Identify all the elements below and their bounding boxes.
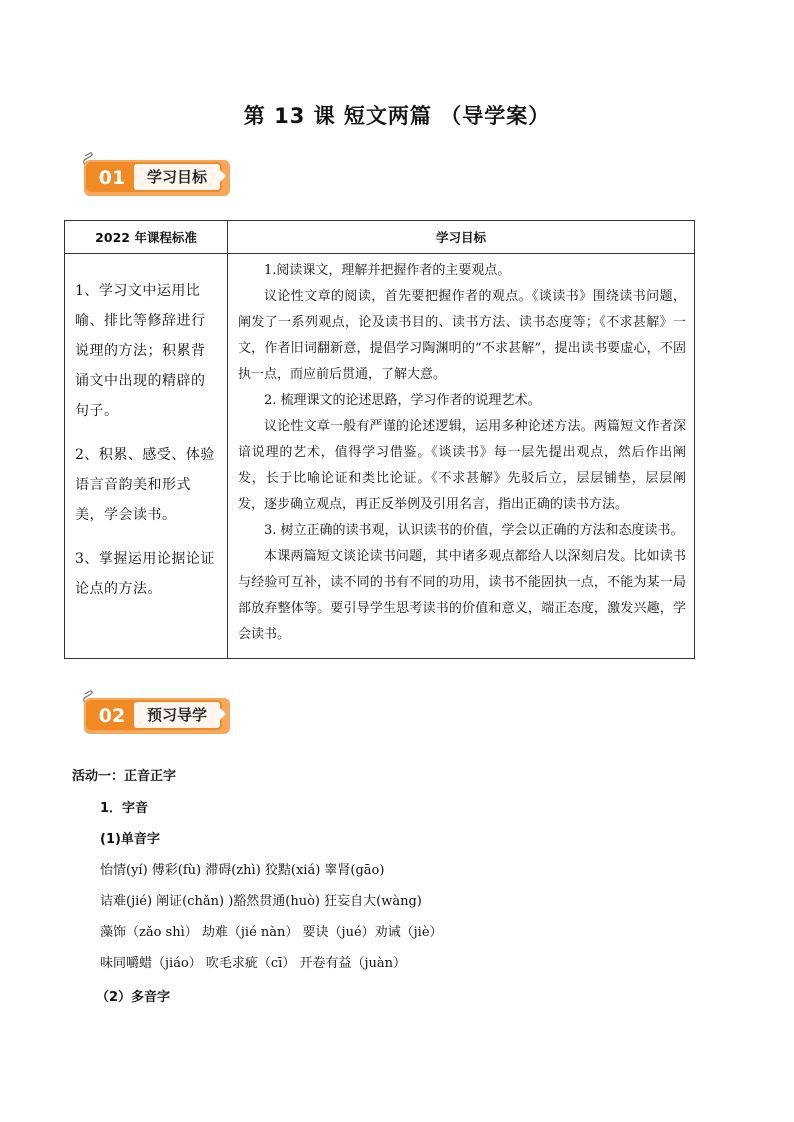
section-number: 02 (98, 705, 126, 727)
standard-item: 2、积累、感受、体验语言音韵美和形式美，学会读书。 (75, 447, 215, 523)
goal-paragraph: 议论性文章一般有严谨的论述逻辑，运用多种论述方法。两篇短文作者深谙说理的艺术，值得学习借鉴。《谈读书》每一层先提出观点，然后作出阐发，长于比喻论证和类比论证。《不求甚解》先驳后立，层层铺垫，层层阐发，逐步确立观点，再正反举例及引用名言，指出正确的读书方法。 (238, 419, 686, 512)
word-row: 味同嚼蜡（jiáo） 吹毛求疵（cī） 开卷有益（juàn） (100, 956, 406, 971)
subheading-single: (1)单音字 (100, 832, 160, 847)
word-row: 诘难(jié) 阐证(chǎn) )豁然贯通(huò) 狂妄自大(wàng) (100, 894, 422, 909)
subheading-pronunciation: 1．字音 (100, 801, 149, 816)
section-label: 学习目标 (134, 164, 220, 190)
section-number: 01 (98, 167, 126, 189)
goal-paragraph: 议论性文章的阅读，首先要把握作者的观点。《谈读书》围绕读书问题，阐发了一系列观点，论及读书目的、读书方法、读书态度等；《不求甚解》一文，作者旧词翻新意，提倡学习陶渊明的“不求甚解”，提出读书要虚心，不固执一点，而应前后贯通，了解大意。 (238, 289, 686, 382)
standard-item: 1、学习文中运用比喻、排比等修辞进行说理的方法；积累背诵文中出现的精辟的句子。 (75, 283, 206, 419)
page-title: 第 13 课 短文两篇 （导学案） (243, 104, 551, 128)
section-label: 预习导学 (134, 702, 220, 728)
table-header: 2022 年课程标准 (65, 221, 228, 254)
goal-paragraph: 本课两篇短文谈论读书问题，其中诸多观点都给人以深刻启发。比如读书与经验可互补，读不同的书有不同的功用，读书不能固执一点，不能为某一局部放弃整体等。要引导学生思考读书的价值和意义，端正态度，激发兴趣，学会读书。 (238, 549, 686, 642)
word-row: 怡情(yí) 傅彩(fù) 滞碍(zhì) 狡黠(xiá) 睾肾(gāo) (100, 863, 385, 878)
goals-cell (228, 254, 695, 659)
goals-table (64, 220, 695, 659)
subheading-polyphonic: （2）多音字 (96, 990, 171, 1005)
goal-paragraph: 3. 树立正确的读书观，认识读书的价值，学会以正确的方法和态度读书。 (264, 523, 684, 538)
arrow-icon (220, 708, 226, 720)
section-badge-goals (80, 150, 232, 198)
word-row: 藻饰（zǎo shì） 劫难（jié nàn） 要诀（jué）劝诫（jiè） (100, 925, 443, 940)
goal-paragraph: 2. 梳理课文的论述思路，学习作者的说理艺术。 (264, 393, 541, 408)
arrow-icon (220, 170, 226, 182)
standard-item: 3、掌握运用论据论证论点的方法。 (75, 551, 215, 597)
section-badge-preview (80, 688, 232, 736)
goal-paragraph: 1.阅读课文，理解并把握作者的主要观点。 (264, 263, 511, 278)
table-header: 学习目标 (228, 221, 695, 254)
activity-title: 活动一：正音正字 (72, 769, 177, 784)
standards-cell (65, 254, 228, 659)
